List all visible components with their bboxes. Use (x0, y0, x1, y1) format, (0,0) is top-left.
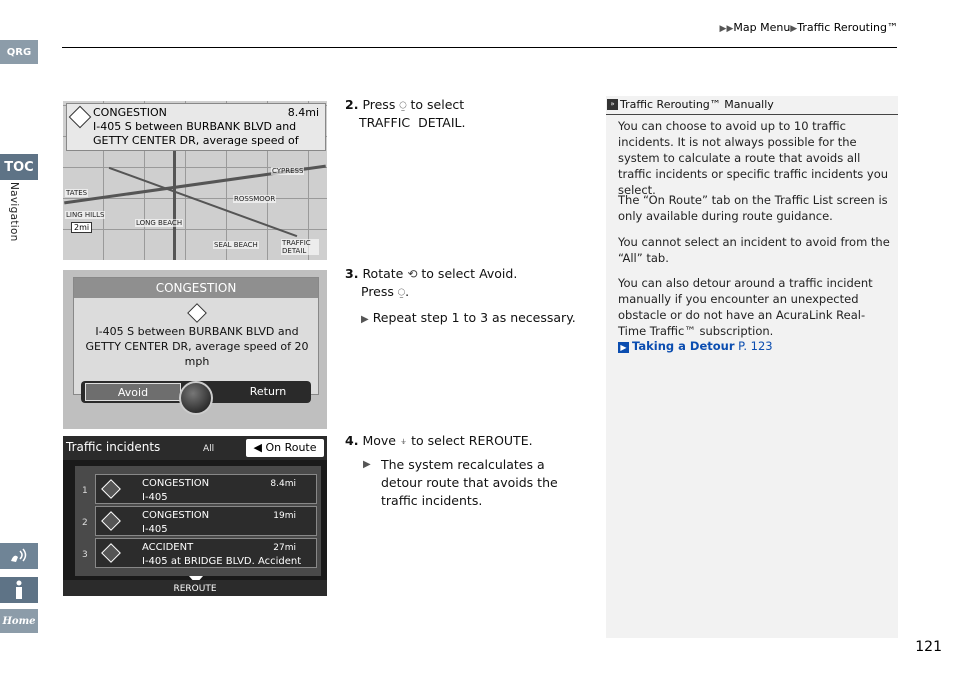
tab-on-route-label: On Route (265, 441, 317, 454)
bullet-arrow-icon: ▶ (361, 314, 369, 325)
list-item-road: I-405 at BRIDGE BLVD. Accident (142, 556, 302, 567)
voice-command-tab[interactable] (0, 543, 38, 569)
link-page: P. 123 (738, 339, 773, 353)
breadcrumb (720, 21, 898, 34)
incidents-title: Traffic incidents (66, 440, 161, 454)
list-item-number: 1 (82, 486, 88, 496)
step-4-move: Move (362, 433, 396, 448)
step-4-to-select: to select (411, 433, 465, 448)
list-item-number: 2 (82, 518, 88, 528)
list-item-distance: 27mi (273, 543, 296, 553)
step-4-item: REROUTE (468, 433, 529, 448)
incident-banner (66, 103, 326, 151)
list-item[interactable] (82, 538, 317, 568)
step-3-press: Press (361, 284, 394, 299)
tab-on-route[interactable]: ◀ On Route (246, 439, 324, 457)
link-arrow-icon: ▶ (618, 342, 629, 353)
step-3: 3. Rotate ⟲ to select Avoid. Press ⍜. ▶ Repeat step 1 to 3 as necessary. (345, 266, 576, 325)
list-item-number: 3 (82, 550, 88, 560)
step-2-number: 2. (345, 97, 359, 112)
map-label: LONG BEACH (136, 219, 183, 227)
step-4-note: The system recalculates a detour route that avoids the traffic incidents. (381, 457, 558, 508)
breadcrumb-arrow-icon: ▶ (790, 24, 798, 34)
list-item-type: ACCIDENT (142, 542, 194, 553)
traffic-map-screenshot (63, 101, 327, 260)
note-paragraph-3: You cannot select an incident to avoid from the “All” tab. (618, 235, 890, 265)
step-3-item: Avoid (479, 266, 514, 281)
qrg-tab[interactable] (0, 40, 38, 64)
list-item[interactable] (82, 506, 317, 536)
section-label: Navigation (8, 182, 20, 242)
bullet-arrow-icon: ▶ (363, 459, 371, 470)
step-4-number: 4. (345, 433, 359, 448)
move-dial-icon: ⍖ (399, 434, 408, 448)
map-label: TATES (66, 189, 88, 197)
step-2-item: TRAFFIC DETAIL (359, 115, 462, 130)
info-icon (12, 580, 26, 600)
list-item-type: CONGESTION (142, 510, 210, 521)
traffic-incident-icon (69, 106, 92, 129)
info-tab[interactable] (0, 577, 38, 603)
list-item-type: CONGESTION (142, 478, 210, 489)
list-item[interactable] (82, 474, 317, 504)
traffic-incident-icon (101, 479, 121, 499)
congestion-panel (73, 277, 319, 395)
note-paragraph-4: You can also detour around a traffic incident manually if you encounter an unexpected obstacle or do not have an AcuraLink Real-Time Traffic™ subscription. (618, 276, 873, 338)
step-4: 4. Move ⍖ to select REROUTE. ▶ The system recalculates a detour route that avoids the traffic incidents. (345, 433, 558, 508)
home-tab[interactable] (0, 609, 38, 633)
map-label: ROSSMOOR (234, 195, 276, 203)
press-dial-icon: ⍜ (399, 98, 407, 112)
map-scale: 2mi (71, 222, 92, 233)
avoid-button[interactable]: Avoid (85, 383, 181, 401)
traffic-detail-label[interactable]: TRAFFIC DETAIL (281, 239, 319, 255)
reroute-button[interactable]: REROUTE (63, 580, 327, 596)
step-2-to-select: to select (410, 97, 465, 112)
taking-a-detour-link[interactable] (618, 339, 773, 353)
header-rule (62, 47, 897, 48)
incident-line-2: I-405 S between BURBANK BLVD and (93, 120, 297, 133)
note-marker-icon: » (607, 99, 618, 110)
step-2: 2. Press ⍜ to select TRAFFIC DETAIL. (345, 97, 466, 130)
incident-line-3: GETTY CENTER DR, average speed of (93, 134, 299, 147)
congestion-detail-screenshot (63, 270, 327, 429)
press-dial-icon: ⍜ (397, 285, 406, 299)
step-3-number: 3. (345, 266, 359, 281)
map-road (173, 141, 176, 260)
step-3-note: Repeat step 1 to 3 as necessary. (372, 310, 576, 325)
traffic-incident-icon (187, 303, 207, 323)
congestion-title: CONGESTION (74, 278, 318, 298)
qrg-tab-label: QRG (6, 46, 32, 58)
incident-distance: 8.4mi (287, 106, 319, 119)
note-header (606, 96, 898, 115)
congestion-description: I-405 S between BURBANK BLVD and GETTY CENTER DR, average speed of 20 mph (85, 325, 309, 368)
map-label: LING HILLS (66, 211, 105, 219)
page-number: 121 (915, 639, 942, 655)
map-label: SEAL BEACH (214, 241, 258, 249)
list-item-distance: 8.4mi (270, 479, 296, 489)
sidebar-note (606, 96, 898, 638)
breadcrumb-item-map-menu[interactable]: Map Menu (733, 21, 791, 34)
breadcrumb-item-traffic-rerouting[interactable]: Traffic Rerouting™ (797, 21, 898, 34)
list-item-distance: 19mi (273, 511, 296, 521)
voice-command-icon (8, 547, 30, 565)
rotate-dial-icon: ⟲ (407, 267, 418, 281)
incident-type: CONGESTION (93, 106, 167, 119)
traffic-incident-icon (101, 543, 121, 563)
link-text: Taking a Detour (632, 339, 735, 353)
toc-tab-label: TOC (4, 159, 34, 175)
step-3-rotate: Rotate (362, 266, 404, 281)
note-paragraph-2: The “On Route” tab on the Traffic List screen is only available during route guidance. (618, 193, 888, 223)
note-paragraph-1: You can choose to avoid up to 10 traffic incidents. It is not always possible for the system to calculate a route that avoids all traffic incidents or specific traffic incidents you select. (618, 119, 889, 197)
traffic-incidents-screenshot (63, 436, 327, 596)
map-label: CYPRESS (272, 167, 304, 175)
interface-dial-icon[interactable] (179, 381, 213, 415)
incidents-list (75, 466, 321, 576)
step-3-to-select: to select (421, 266, 476, 281)
toc-tab[interactable] (0, 154, 38, 180)
note-title: Traffic Rerouting™ Manually (620, 98, 774, 111)
tab-all[interactable]: All (203, 444, 215, 454)
return-button[interactable]: Return (249, 385, 287, 398)
list-item-road: I-405 (142, 524, 168, 535)
breadcrumb-arrow-icon: ▶▶ (719, 24, 734, 34)
traffic-incident-icon (101, 511, 121, 531)
incidents-header (63, 436, 327, 460)
step-2-press: Press (362, 97, 396, 112)
list-item-road: I-405 (142, 492, 168, 503)
home-tab-label: Home (2, 615, 36, 627)
